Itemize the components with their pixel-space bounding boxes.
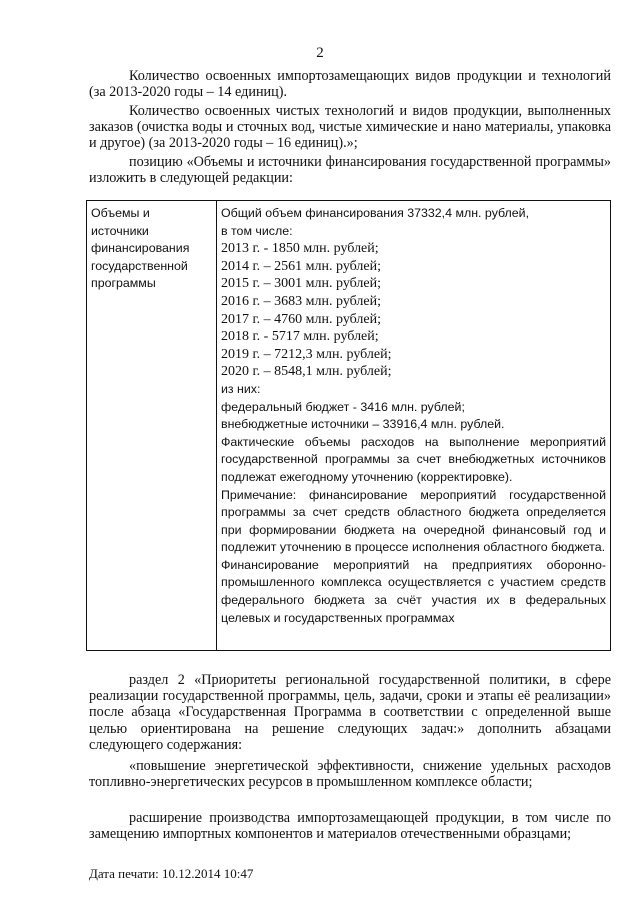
section-2-paragraph: раздел 2 «Приоритеты региональной государственной политики, в сфере реализации государственной программы, цель, задачи, сроки и этапы её реализации» после абзаца «Государственная Программа в соответствии с определенной выше целью ориентирована на решение следующих задач:» дополнить абзацами следующего содержания: [89,672,611,753]
label-line: программы [91,276,156,291]
year-line-2015: 2015 г. – 3001 млн. рублей; [221,276,381,292]
federal-budget-line: федеральный бюджет - 3416 млн. рублей; [221,399,465,414]
including-label: в том числе: [221,223,293,238]
table-content-cell [221,205,606,627]
actual-volumes-text: Фактические объемы расходов на выполнение мероприятий государственной программы за счет внебюджетных источников подлежат ежегодному уточнению (корректировке). [221,434,606,484]
label-line: государственной [91,258,188,273]
label-line: финансирования [91,241,190,256]
import-substitution-paragraph: расширение производства импортозамещающей продукции, в том числе по замещению импортных компонентов и материалов отечественными образцами; [89,810,611,843]
year-line-2020: 2020 г. – 8548,1 млн. рублей; [221,364,392,380]
intro-paragraph-2: Количество освоенных чистых технологий и видов продукции, выполненных заказов (очистка воды и сточных вод, чистые химические и нано материалы, упаковка и другое) (за 2013-2020 годы – 16 единиц).»; [89,103,611,152]
total-financing: Общий объем финансирования 37332,4 млн. рублей, [221,206,530,220]
of-them-label: из них: [221,381,261,396]
intro-paragraph-3: позицию «Объемы и источники финансирования государственной программы» изложить в следующей редакции: [89,154,611,187]
note-text: Примечание: финансирование мероприятий государственной программы за счет средств областного бюджета определяется при формировании бюджета на очередной финансовый год и подлежит уточнению в процессе исполнения областного бюджета. [221,487,606,555]
extrabudgetary-line: внебюджетные источники – 33916,4 млн. рублей. [221,417,505,432]
year-line-2017: 2017 г. – 4760 млн. рублей; [221,311,381,327]
defense-industry-text: Финансирование мероприятий на предприятиях оборонно-промышленного комплекса осуществляется с участием средств федерального бюджета за счёт участия их в федеральных целевых и государственных программах [221,557,606,625]
intro-paragraph-1: Количество освоенных импортозамещающих видов продукции и технологий (за 2013-2020 годы – 14 единиц). [89,68,611,101]
year-line-2014: 2014 г. – 2561 млн. рублей; [221,258,381,274]
year-line-2013: 2013 г. - 1850 млн. рублей; [221,241,379,257]
table-label-cell [91,205,213,293]
year-line-2016: 2016 г. – 3683 млн. рублей; [221,293,381,309]
financing-table [86,200,611,651]
year-line-2018: 2018 г. - 5717 млн. рублей; [221,329,379,345]
label-line: источники [91,223,149,238]
page-number: 2 [316,45,324,61]
year-line-2019: 2019 г. – 7212,3 млн. рублей; [221,346,392,362]
energy-efficiency-paragraph: «повышение энергетической эффективности, снижение удельных расходов топливно-энергетических ресурсов в промышленном комплексе области; [89,758,611,791]
label-line: Объемы и [91,206,150,220]
print-date: Дата печати: 10.12.2014 10:47 [89,866,254,881]
table-column-divider [216,201,217,650]
